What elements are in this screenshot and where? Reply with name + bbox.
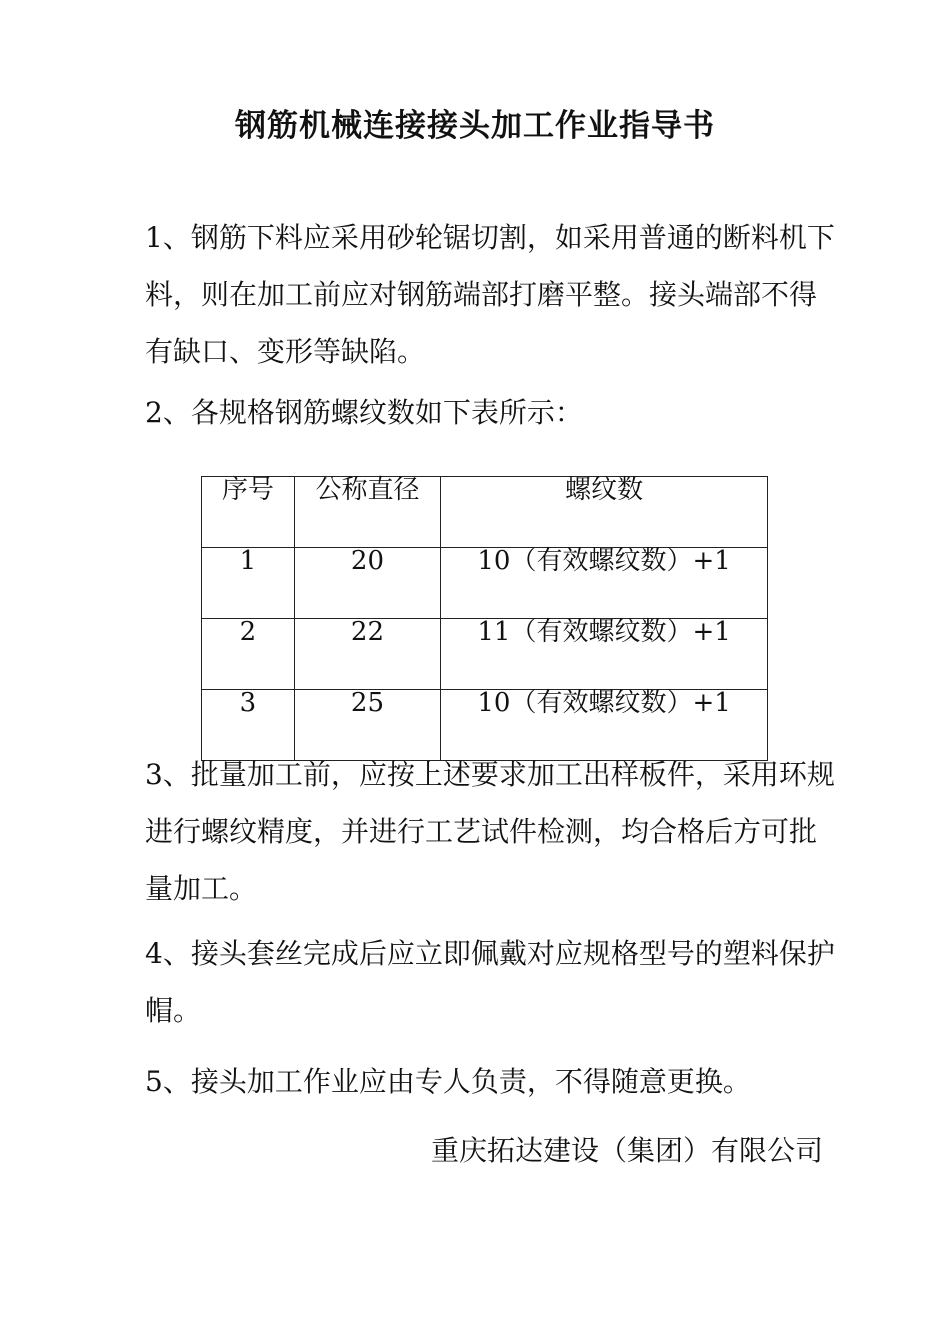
cell-serial-number: 2 xyxy=(202,619,295,690)
cell-serial-number: 3 xyxy=(202,690,295,761)
paragraph-2: 2、各规格钢筋螺纹数如下表所示： xyxy=(145,396,583,429)
document-title: 钢筋机械连接接头加工作业指导书 xyxy=(235,108,715,144)
company-signature: 重庆拓达建设（集团）有限公司 xyxy=(430,1134,823,1167)
header-thread-count: 螺纹数 xyxy=(441,477,768,548)
header-nominal-diameter: 公称直径 xyxy=(294,477,441,548)
cell-thread-count: 10（有效螺纹数）+1 xyxy=(441,548,768,619)
table-row xyxy=(202,619,768,690)
cell-serial-number: 1 xyxy=(202,548,295,619)
cell-nominal-diameter: 22 xyxy=(294,619,441,690)
cell-nominal-diameter: 20 xyxy=(294,548,441,619)
paragraph-4: 4、接头套丝完成后应立即佩戴对应规格型号的塑料保护帽。 xyxy=(145,937,835,1027)
thread-count-table xyxy=(201,476,768,761)
table-row xyxy=(202,548,768,619)
cell-thread-count: 11（有效螺纹数）+1 xyxy=(441,619,768,690)
table-header-row xyxy=(202,477,768,548)
paragraph-3: 3、批量加工前，应按上述要求加工出样板件，采用环规进行螺纹精度，并进行工艺试件检测，均合格后方可批量加工。 xyxy=(145,758,835,905)
cell-thread-count: 10（有效螺纹数）+1 xyxy=(441,690,768,761)
paragraph-1: 1、钢筋下料应采用砂轮锯切割，如采用普通的断料机下料，则在加工前应对钢筋端部打磨平整。接头端部不得有缺口、变形等缺陷。 xyxy=(145,221,835,368)
header-serial-number: 序号 xyxy=(202,477,295,548)
paragraph-5: 5、接头加工作业应由专人负责，不得随意更换。 xyxy=(145,1065,751,1098)
cell-nominal-diameter: 25 xyxy=(294,690,441,761)
